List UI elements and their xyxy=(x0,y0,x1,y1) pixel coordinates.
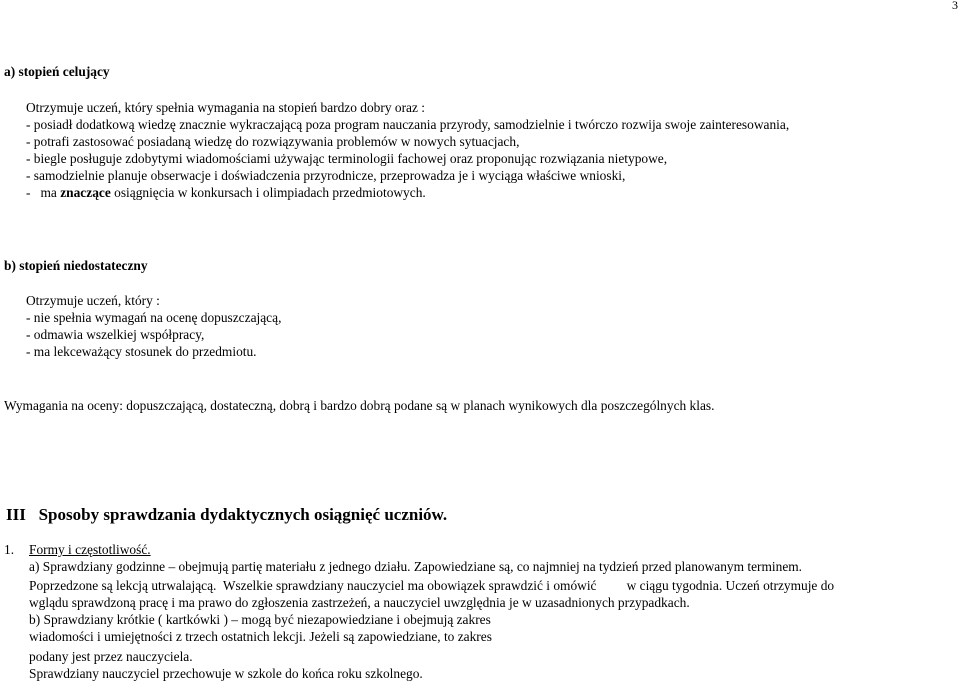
last-item-prefix: - ma xyxy=(26,185,61,200)
list-item: - ma lekceważący stosunek do przedmiotu. xyxy=(26,344,257,359)
paragraph-line: Poprzedzone są lekcją utrwalającą. Wszelkie sprawdziany nauczyciel ma obowiązek sprawdzić i omówić w ciągu tygodnia. Uczeń otrzymuje do xyxy=(29,578,835,593)
paragraph-line: b) Sprawdziany krótkie ( kartkówki ) – mogą być niezapowiedziane i obejmują zakres xyxy=(29,612,491,627)
page-number: 3 xyxy=(952,0,958,12)
section-b-intro: Otrzymuje uczeń, który : xyxy=(26,293,160,308)
paragraph-line: wiadomości i umiejętności z trzech ostatnich lekcji. Jeżeli są zapowiedziane, to zakres xyxy=(29,629,492,644)
list-item: - posiadł dodatkową wiedzę znacznie wykraczającą poza program nauczania przyrody, samodzielnie i twórczo rozwija swoje zainteresowania, xyxy=(26,117,790,132)
list-item: - samodzielnie planuje obserwacje i doświadczenia przyrodnicze, przeprowadza je i wyciąga właściwe wnioski, xyxy=(26,168,626,183)
last-item-suffix: osiągnięcia w konkursach i olimpiadach przedmiotowych. xyxy=(110,185,426,200)
list-item xyxy=(26,184,426,201)
list-item: - biegle posługuje zdobytymi wiadomościami używając terminologii fachowej oraz proponując rozwiązania nietypowe, xyxy=(26,151,668,166)
subsection-number: 1. xyxy=(4,542,15,557)
paragraph-line: wglądu sprawdzoną pracę i ma prawo do zgłoszenia zastrzeżeń, a nauczyciel uwzględnia je w uzasadnionych przypadkach. xyxy=(29,595,690,610)
section-iii-heading: III Sposoby sprawdzania dydaktycznych osiągnięć uczniów. xyxy=(6,505,448,524)
list-item: - potrafi zastosować posiadaną wiedzę do rozwiązywania problemów w nowych sytuacjach, xyxy=(26,134,520,149)
paragraph-line: Sprawdziany nauczyciel przechowuje w szkole do końca roku szkolnego. xyxy=(29,666,423,681)
paragraph-line: a) Sprawdziany godzinne – obejmują partię materiału z jednego działu. Zapowiedziane są, co najmniej na tydzień przed planowanym terminem. xyxy=(29,559,803,574)
list-item: - nie spełnia wymagań na ocenę dopuszczającą, xyxy=(26,310,282,325)
section-a-intro: Otrzymuje uczeń, który spełnia wymagania na stopień bardzo dobry oraz : xyxy=(26,100,425,115)
section-a-title: a) stopień celujący xyxy=(4,64,110,79)
paragraph-line: podany jest przez nauczyciela. xyxy=(29,649,193,664)
requirements-note: Wymagania na oceny: dopuszczającą, dostateczną, dobrą i bardzo dobrą podane są w planach wynikowych dla poszczególnych klas. xyxy=(4,398,715,413)
last-item-bold: znaczące xyxy=(60,185,111,200)
list-item: - odmawia wszelkiej współpracy, xyxy=(26,327,205,342)
section-b-title: b) stopień niedostateczny xyxy=(4,258,148,273)
subsection-title: Formy i częstotliwość. xyxy=(29,542,151,557)
